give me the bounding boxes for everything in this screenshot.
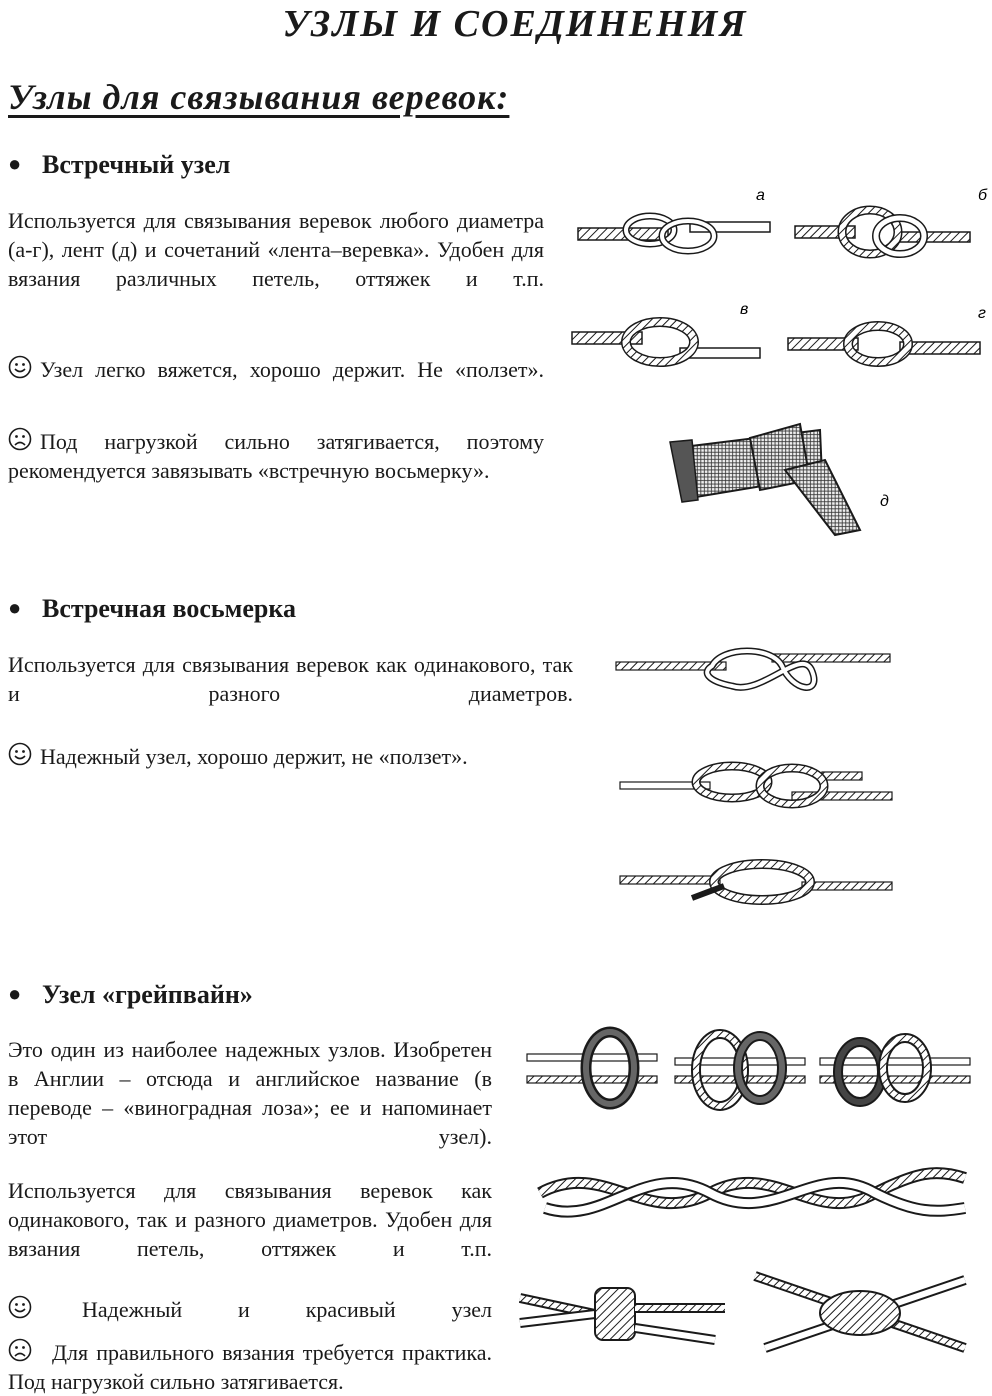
figure-eight-step-2: [620, 766, 892, 804]
reef-knot-figures: [570, 180, 990, 540]
grapevine-finished-1: [520, 1288, 725, 1340]
bullet-icon: ●: [8, 981, 22, 1006]
grapevine-step-3: [820, 1038, 970, 1102]
section-heading: ● Встречный узел: [8, 150, 231, 179]
section-heading: ● Встречная восьмерка: [8, 594, 296, 623]
knot-figure-g: [788, 326, 980, 362]
con-note: Для правильного вязания требуется практика. Под нагрузкой сильно затягивается.: [8, 1340, 492, 1394]
frown-icon: [8, 427, 32, 451]
smile-icon: [8, 1295, 32, 1319]
grapevine-step-4: [540, 1173, 965, 1212]
section-paragraph: Используется для связывания веревок как одинакового, так и разного диаметров. Удобен для вязания петель, оттяжек и т.п.: [8, 1178, 492, 1261]
figure-label: д: [880, 493, 889, 510]
grapevine-step-1: [527, 1032, 657, 1104]
pro-note: Надежный и красивый узел: [8, 1295, 492, 1324]
knot-figure-a: [578, 216, 770, 251]
smile-icon: [8, 355, 32, 379]
grapevine-step-2: [675, 1034, 805, 1106]
section-paragraph: Это один из наиболее надежных узлов. Изобретен в Англии – отсюда и английское название (в переводе – «виноградная лоза»; ее и напоминает этот узел).: [8, 1037, 492, 1149]
smile-icon: [8, 742, 32, 766]
bullet-icon: ●: [8, 151, 22, 176]
knot-figure-b: [795, 210, 970, 254]
knot-figure-v: [572, 322, 760, 362]
pro-note: Надежный узел, хорошо держит, не «ползет».: [8, 742, 573, 771]
figure-eight-step-3: [620, 864, 892, 900]
grapevine-finished-2: [755, 1276, 965, 1348]
figure-label: б: [978, 187, 987, 204]
section-paragraph: Используется для связывания веревок как одинакового, так и разного диаметров.: [8, 652, 573, 706]
bullet-icon: ●: [8, 595, 22, 620]
page-title: УЗЛЫ И СОЕДИНЕНИЯ: [282, 3, 748, 45]
grapevine-knot-figures: [515, 1018, 985, 1378]
frown-icon: [8, 1338, 32, 1362]
con-note: Под нагрузкой сильно затягивается, поэтому рекомендуется завязывать «встречную восьмерку».: [8, 429, 544, 483]
figure-eight-figures: [612, 636, 902, 926]
figure-label: а: [756, 187, 765, 204]
section-paragraph: Используется для связывания веревок любого диаметра (а-г), лент (д) и сочетаний «лента–веревка». Удобен для вязания различных петель, оттяжек и т.п.: [8, 208, 544, 291]
knot-figure-d: [670, 424, 860, 535]
figure-eight-step-1: [616, 651, 890, 687]
pro-note: Узел легко вяжется, хорошо держит. Не «ползет».: [8, 355, 544, 384]
figure-label: г: [978, 305, 986, 322]
page-subtitle: Узлы для связывания веревок:: [8, 77, 510, 117]
figure-label: в: [740, 301, 749, 318]
section-heading: ● Узел «грейпвайн»: [8, 980, 253, 1009]
